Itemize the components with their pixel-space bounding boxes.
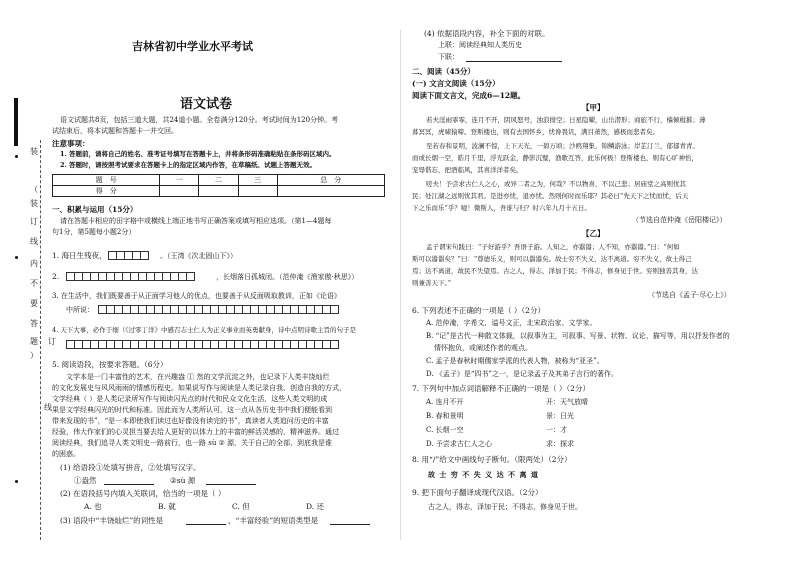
- answer-grid[interactable]: [108, 251, 148, 260]
- option-a-gloss: 开：天气放晴: [546, 398, 588, 406]
- score-table-header-row: [53, 175, 385, 186]
- binding-char: 不: [30, 279, 38, 288]
- binding-char: ）: [30, 351, 38, 360]
- binding-dot: [15, 256, 18, 259]
- section-heading: 一、积累与运用（15分）: [52, 205, 138, 214]
- passage-label-yi: 【乙】: [582, 229, 605, 238]
- passage-line: 带来发现的书”，“是一本即使我们读过也好像没有读完的书”，真读者人类追问历史的丰富: [52, 417, 329, 425]
- question-5-1a: ①盎然: [74, 476, 97, 485]
- score-cell: [160, 186, 199, 197]
- passage-line: 经验，伟大作家们的心灵担当要去给人更好的以体力上的丰富的鲜活灵感的，精神滋养。通过: [52, 428, 339, 436]
- passage-line: 暮冥冥，虎啸猿啼。登斯楼也，则有去国怀乡，忧谗畏讥，满目萧然，感极而悲者矣。: [412, 128, 659, 136]
- passage-line: 果是文学经典闪光的时代和标准。因此而为人类所认可，这一点从各历史书中我们便能看到: [52, 406, 332, 414]
- answer-grid[interactable]: [66, 340, 338, 349]
- instructions-line: 试结束后，将本试题和答题卡一并交回。: [52, 127, 178, 135]
- passage-label-jia: 【甲】: [582, 103, 605, 112]
- question-2-number: 2.: [52, 272, 60, 281]
- binding-char: 线: [30, 237, 38, 246]
- question-3-cont: 中所说：: [66, 306, 94, 314]
- question-5-3: (3) 语段中“丰饶灿烂”的词性是: [60, 516, 164, 525]
- option-b: B. 春和景明: [426, 412, 464, 420]
- binding-margin: [0, 0, 56, 561]
- question-1: 1. 海日生残夜，: [52, 251, 107, 260]
- question-1-source: 。（王湾《次北固山下》）: [160, 252, 237, 260]
- couplet-upper: 上联：阅读经典知人类历史: [438, 41, 522, 49]
- passage-line: 若夫淫雨霏霏，连月不开，阴风怒号，浊浪排空；日星隐曜，山岳潜形；商旅不行，樯倾楫摧；薄: [426, 116, 706, 124]
- binding-char: 要: [30, 299, 38, 308]
- score-cell: 总 分: [277, 175, 384, 186]
- passage-line: 阅读经典，我们追寻人类文明史一路前行，也一路 sù ② 源，关于自己的全部，到底我是谁: [52, 439, 333, 447]
- notice-item: 1. 答题前，请将自己的姓名、准考证号填写在答题卡上，并将条形码准确粘贴在条形码区域内。: [60, 150, 336, 158]
- question-7: 7. 下列句中加点词语解释不正确的一项是（ ）（2分）: [412, 384, 590, 393]
- score-cell: 二: [199, 175, 238, 186]
- score-cell: [277, 186, 384, 197]
- section-intro: 句1分，第5题每小题2分）: [52, 228, 136, 236]
- question-5-2: (2) 在语段括号内填入关联词，恰当的一项是（ ）: [60, 489, 226, 498]
- answer-blank[interactable]: [466, 61, 562, 62]
- option-b: B. “记”是古代一种散文体裁，以叙事为主，可叙事、写景、状物、议论、描写等，用以抒发作者的: [426, 332, 730, 340]
- answer-blank[interactable]: [186, 524, 226, 525]
- section-heading: 二、阅读（45分）: [412, 67, 475, 76]
- score-cell: 三: [238, 175, 277, 186]
- option-c: C. 长烟一空: [426, 426, 464, 434]
- passage-line: 的困惑。: [52, 450, 80, 458]
- column-divider: [400, 30, 401, 540]
- section-intro: 请在答题卡相应的田字格中或横线上端正地书写正确答案或填写相应选项。（第1—4题每: [60, 217, 332, 225]
- score-cell: 一: [160, 175, 199, 186]
- question-8-sentence: 故 士 穷 不 失 义 达 不 离 道: [428, 470, 539, 479]
- binding-char: （: [30, 185, 38, 194]
- question-2-source: ，长烟落日孤城闭。（范仲淹《渔家傲·秋思》）: [216, 273, 359, 281]
- passage-line: 下之乐而乐”乎？噫！微斯人，吾谁与归？时六年九月十五日。: [412, 204, 591, 212]
- binding-char: 装: [30, 199, 38, 208]
- passage-line: 则兼善天下。”: [412, 279, 452, 287]
- subsection-intro: 阅读下面文言文，完成6—12题。: [412, 91, 526, 100]
- option-d: D. 《孟子》是“四书”之一，是记录孟子及其弟子言行的著作。: [426, 370, 618, 378]
- passage-source: （节选自范仲淹《岳阳楼记》）: [632, 216, 727, 224]
- binding-char: 订: [48, 337, 56, 346]
- option-a: A. 连月不开: [426, 398, 464, 406]
- binding-bar: [14, 98, 18, 146]
- instructions-line: 语文试题共8页，包括三道大题，共24道小题。全卷满分120分。考试时间为120分钟。考: [60, 116, 339, 124]
- question-6: 6. 下列表述不正确的一项是（ ）（2分）: [412, 306, 545, 315]
- passage-line: 宠辱偕忘，把酒临风，其喜洋洋者矣。: [412, 166, 523, 174]
- passage-line: 至若春和景明，波澜不惊，上下天光，一碧万顷；沙鸥翔集，锦鳞游泳；岸芷汀兰，郁郁青青。: [426, 142, 699, 150]
- option-b-gloss: 景：日光: [546, 412, 574, 420]
- answer-grid[interactable]: [98, 305, 338, 314]
- question-5-1b: ②sù 源: [170, 476, 196, 485]
- score-cell: [238, 186, 277, 197]
- option-a: A. 范仲淹，字希文，谥号文正，北宋政治家、文学家。: [426, 319, 597, 327]
- binding-char: 内: [30, 259, 38, 268]
- passage-line: 文学经典（ ）是人类记录所写作与阅读闪光点的时代和民众文化生活，这些人类文明的成: [52, 395, 328, 403]
- option-c-gloss: 一：才: [546, 426, 567, 434]
- passage-line: 焉；达不离道，故民不失望焉。古之人，得志，泽加于民；不得志，修身见于世。穷则独善其身，达: [412, 267, 698, 275]
- passage-line: 嗟夫！予尝求古仁人之心，或异二者之为，何哉？不以物喜，不以己悲；居庙堂之高则忧其: [426, 180, 686, 188]
- score-cell: [199, 186, 238, 197]
- passage-line: 文学本是一门丰富性的艺术，在兴趣盎 ① 然的文学沉淀之外，也记录下人类丰饶灿烂: [66, 373, 330, 381]
- option-b-cont: 情怀抱负，或阐述作者的观点。: [434, 344, 532, 352]
- passage-source: （节选自《孟子·尽心上》）: [648, 291, 731, 299]
- option-d: D. 予尝求古仁人之心: [426, 440, 492, 448]
- score-cell: 题 号: [53, 175, 160, 186]
- couplet-lower: 下联：: [438, 53, 459, 61]
- answer-blank[interactable]: [330, 524, 370, 525]
- score-table: [52, 174, 385, 197]
- question-8: 8. 用“/”给文中画线句子断句。（限两处）（2分）: [412, 455, 572, 464]
- binding-char: 答: [30, 319, 38, 328]
- option-b: B. 就: [158, 502, 176, 511]
- binding-char: 题: [30, 337, 38, 346]
- binding-line: [40, 140, 41, 540]
- question-3: 3. 在生活中，我们既要善于从正面学习他人的优点，也要善于从反面吸取教训，正如《论语》: [52, 292, 341, 300]
- question-5-1: (1) 给语段①处填写拼音，②处填写汉字。: [60, 463, 201, 472]
- exam-header: 吉林省初中学业水平考试: [132, 40, 253, 53]
- binding-char: 线: [44, 403, 52, 412]
- question-9: 9. 把下面句子翻译成现代汉语。（2分）: [412, 488, 543, 497]
- option-c: C. 孟子是春秋时期儒家学派的代表人物，被称为“亚圣”。: [426, 357, 604, 365]
- option-a: A. 也: [84, 502, 102, 511]
- option-d-gloss: 求：探求: [546, 440, 574, 448]
- score-cell: 得 分: [53, 186, 160, 197]
- binding-char: 订: [30, 217, 38, 226]
- binding-char: 装: [30, 147, 38, 156]
- option-c: C. 但: [232, 502, 250, 511]
- answer-grid[interactable]: [66, 272, 194, 281]
- question-4: 4. 天下大事，必作于细（《过零丁洋》中感召志士仁人为正义事业而英勇献身，诗中点明诗歌主旨的句子是: [52, 326, 357, 334]
- passage-line: 斯可以嚣嚣矣？”曰：“尊德乐义，则可以嚣嚣矣。故士穷不失义，达不离道。穷不失义，故士得己: [412, 255, 692, 263]
- binding-dot: [15, 155, 18, 158]
- answer-blank[interactable]: [206, 484, 256, 485]
- option-d: D. 还: [306, 502, 325, 511]
- question-5-3b: ，“丰富经验”的短语类型是: [228, 516, 319, 525]
- score-table-score-row: [53, 186, 385, 197]
- binding-dot: [15, 480, 18, 483]
- notice-item: 2. 答题时，请按照考试要求在答题卡上的指定区域内作答，在草稿纸、试题上答题无效。: [60, 161, 317, 169]
- passage-line: 民；处江湖之远则忧其君。是进亦忧，退亦忧。然则何时而乐耶？其必曰“先天下之忧而忧，后天: [412, 192, 689, 200]
- paper-title: 语文试卷: [180, 97, 233, 112]
- subsection-heading: (一) 文言文阅读（15分）: [412, 79, 500, 88]
- passage-line: 孟子谓宋句践曰：“子好游乎？吾语子游。人知之，亦嚣嚣；人不知，亦嚣嚣。”曰：“何如: [426, 243, 680, 251]
- passage-line: 而或长烟一空，皓月千里，浮光跃金，静影沉璧，渔歌互答，此乐何极！登斯楼也，则有心旷神怡，: [412, 154, 698, 162]
- question-5-4: (4) 依据语段内容，补全下面的对联。: [424, 29, 550, 38]
- notice-title: 注意事项：: [52, 139, 90, 148]
- question-9-sentence: 古之人，得志，泽加于民；不得志，修身见于世。: [428, 503, 582, 511]
- passage-line: 的文化发展史与风风雨雨的情感历程史。如果说写作与阅读是人类记录自我、创造自我的方式，: [52, 384, 346, 392]
- answer-blank[interactable]: [104, 484, 154, 485]
- question-5: 5. 阅读语段，按要求答题。（6分）: [52, 360, 168, 369]
